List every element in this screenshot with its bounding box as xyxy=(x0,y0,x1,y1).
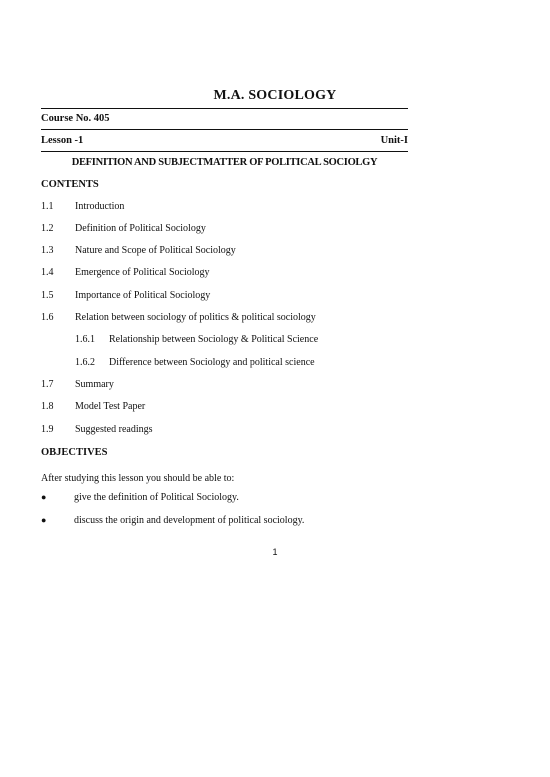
lesson-title: DEFINITION AND SUBJECTMATTER OF POLITICAL SOCIOLGY xyxy=(71,157,378,168)
page-number: 1 xyxy=(272,547,278,557)
objectives-intro: After studying this lesson you should be able to: xyxy=(41,473,235,484)
toc-item-text: Relationship between Sociology & Political Science xyxy=(109,334,319,345)
toc-item-text: Summary xyxy=(75,379,114,390)
objective-text: give the definition of Political Sociology. xyxy=(74,492,239,503)
document-title: M.A. SOCIOLOGY xyxy=(213,88,337,103)
toc-item-number: 1.9 xyxy=(41,424,54,435)
toc-item-text: Introduction xyxy=(75,201,125,212)
lesson-row xyxy=(41,135,408,146)
bullet-icon: ● xyxy=(41,492,47,502)
title-rule xyxy=(41,108,408,109)
objectives-heading: OBJECTIVES xyxy=(41,447,108,458)
contents-heading: CONTENTS xyxy=(41,179,99,190)
bullet-icon: ● xyxy=(41,515,47,525)
unit-label: Unit-I xyxy=(380,135,408,146)
toc-item-text: Relation between sociology of politics & political sociology xyxy=(75,312,316,323)
toc-item-number: 1.6 xyxy=(41,312,54,323)
toc-item-number: 1.7 xyxy=(41,379,54,390)
toc-item-text: Nature and Scope of Political Sociology xyxy=(75,245,236,256)
toc-item-number: 1.4 xyxy=(41,267,54,278)
toc-item-text: Emergence of Political Sociology xyxy=(75,267,210,278)
toc-item-number: 1.6.2 xyxy=(75,357,95,368)
toc-item-text: Suggested readings xyxy=(75,424,153,435)
toc-item-number: 1.8 xyxy=(41,401,54,412)
toc-item-number: 1.2 xyxy=(41,223,54,234)
lesson-label: Lesson -1 xyxy=(41,135,84,146)
lesson-rule xyxy=(41,151,408,152)
toc-item-text: Importance of Political Sociology xyxy=(75,290,211,301)
course-rule xyxy=(41,129,408,130)
toc-item-number: 1.1 xyxy=(41,201,54,212)
toc-item-number: 1.6.1 xyxy=(75,334,95,345)
toc-item-text: Difference between Sociology and political science xyxy=(109,357,315,368)
course-number: Course No. 405 xyxy=(41,113,110,124)
objective-text: discuss the origin and development of political sociology. xyxy=(74,515,305,526)
toc-item-text: Model Test Paper xyxy=(75,401,146,412)
toc-item-number: 1.3 xyxy=(41,245,54,256)
toc-item-text: Definition of Political Sociology xyxy=(75,223,206,234)
toc-item-number: 1.5 xyxy=(41,290,54,301)
